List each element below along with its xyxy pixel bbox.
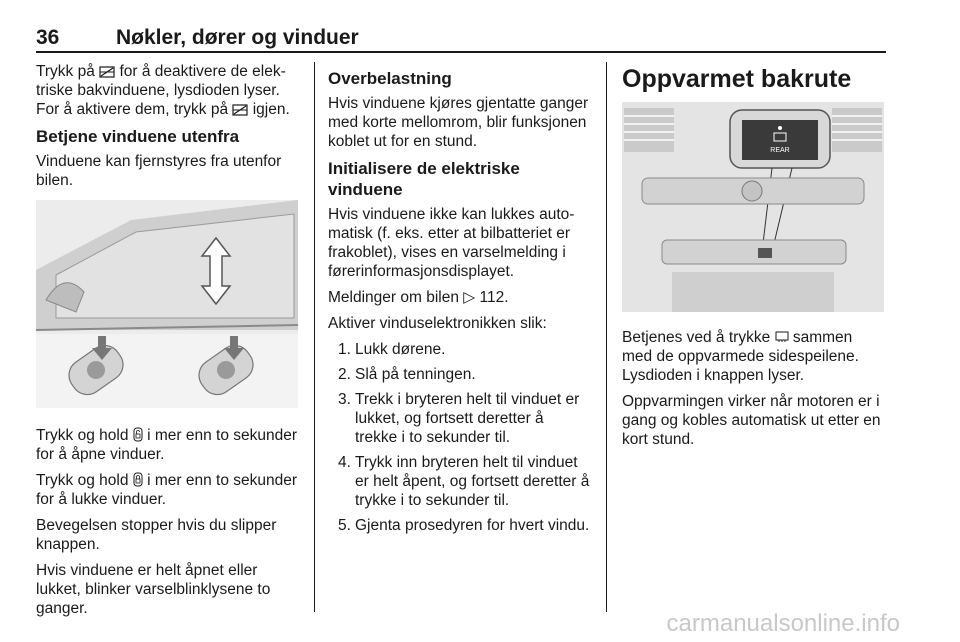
column-divider	[606, 62, 607, 612]
key-lock-icon	[133, 472, 143, 487]
column-1	[36, 62, 298, 625]
watermark: carmanualsonline.info	[666, 610, 900, 637]
paragraph: Vinduene kan fjernstyres fra utenfor bilen.	[36, 153, 282, 189]
paragraph: Trykk og hold i mer enn to sekunder for å åpne vinduer.	[36, 427, 298, 463]
paragraph: Hvis vinduene kjøres gjentatte ganger med korte mellomrom, blir funksjonen koblet ut for en stund.	[328, 95, 589, 150]
section-heading: Betjene vinduene utenfra	[36, 127, 240, 146]
list-item: 2. Slå på tenningen.	[338, 366, 476, 383]
rear-window-lock-icon	[99, 64, 115, 78]
paragraph: Trykk på for å deaktivere de elek-triske bakvinduene, lysdioden lyser. For å aktivere dem, trykk på igjen.	[36, 63, 290, 118]
section-heading: Overbelastning	[328, 69, 452, 88]
paragraph: Aktiver vinduselektronikken slik:	[328, 315, 547, 332]
column-3	[622, 62, 884, 456]
running-title: Nøkler, dører og vinduer	[116, 26, 359, 49]
key-unlock-icon	[133, 427, 143, 442]
paragraph: Hvis vinduene ikke kan lukkes auto-matisk (f. eks. etter at bilbatteriet er frakoblet), vises en varselmelding i førerinformasjonsdisplayet.	[328, 206, 575, 280]
paragraph: Meldinger om bilen ▷ 112.	[328, 289, 509, 306]
list-item: 4. Trykk inn bryteren helt til vinduet er helt åpent, og fortsett deretter å trykke i to sekunder til.	[338, 454, 590, 509]
header-rule	[36, 51, 886, 53]
rear-button-text: REAR	[770, 147, 790, 154]
paragraph: Betjenes ved å trykke sammen med de oppvarmede sidespeilene. Lysdioden i knappen lyser.	[622, 329, 859, 384]
paragraph: Bevegelsen stopper hvis du slipper knappen.	[36, 517, 277, 553]
paragraph: Hvis vinduene er helt åpnet eller lukket, blinker varselblinklysene to ganger.	[36, 562, 271, 617]
paragraph: Oppvarmingen virker når motoren er i gang og kobles automatisk ut etter en kort stund.	[622, 393, 881, 448]
rear-defrost-button-illustration	[622, 102, 884, 312]
rear-window-lock-icon	[232, 102, 248, 116]
page-header	[36, 26, 886, 52]
list-item: 5. Gjenta prosedyren for hvert vindu.	[338, 517, 590, 534]
rear-defrost-icon	[775, 330, 789, 344]
list-item: 1. Lukk dørene.	[338, 341, 446, 358]
steps-list	[328, 340, 590, 535]
list-item: 3. Trekk i bryteren helt til vinduet er lukket, og fortsett deretter å trekke i to sekunder til.	[338, 391, 580, 446]
remote-window-illustration	[36, 200, 298, 408]
section-heading: Initialisere de elektriske vinduene	[328, 159, 520, 199]
section-heading: Oppvarmet bakrute	[622, 65, 852, 93]
page-number: 36	[36, 26, 60, 49]
paragraph: Trykk og hold i mer enn to sekunder for å lukke vinduer.	[36, 472, 298, 508]
column-divider	[314, 62, 315, 612]
column-2	[328, 62, 590, 541]
page-reference-arrow-icon: ▷	[463, 289, 476, 306]
